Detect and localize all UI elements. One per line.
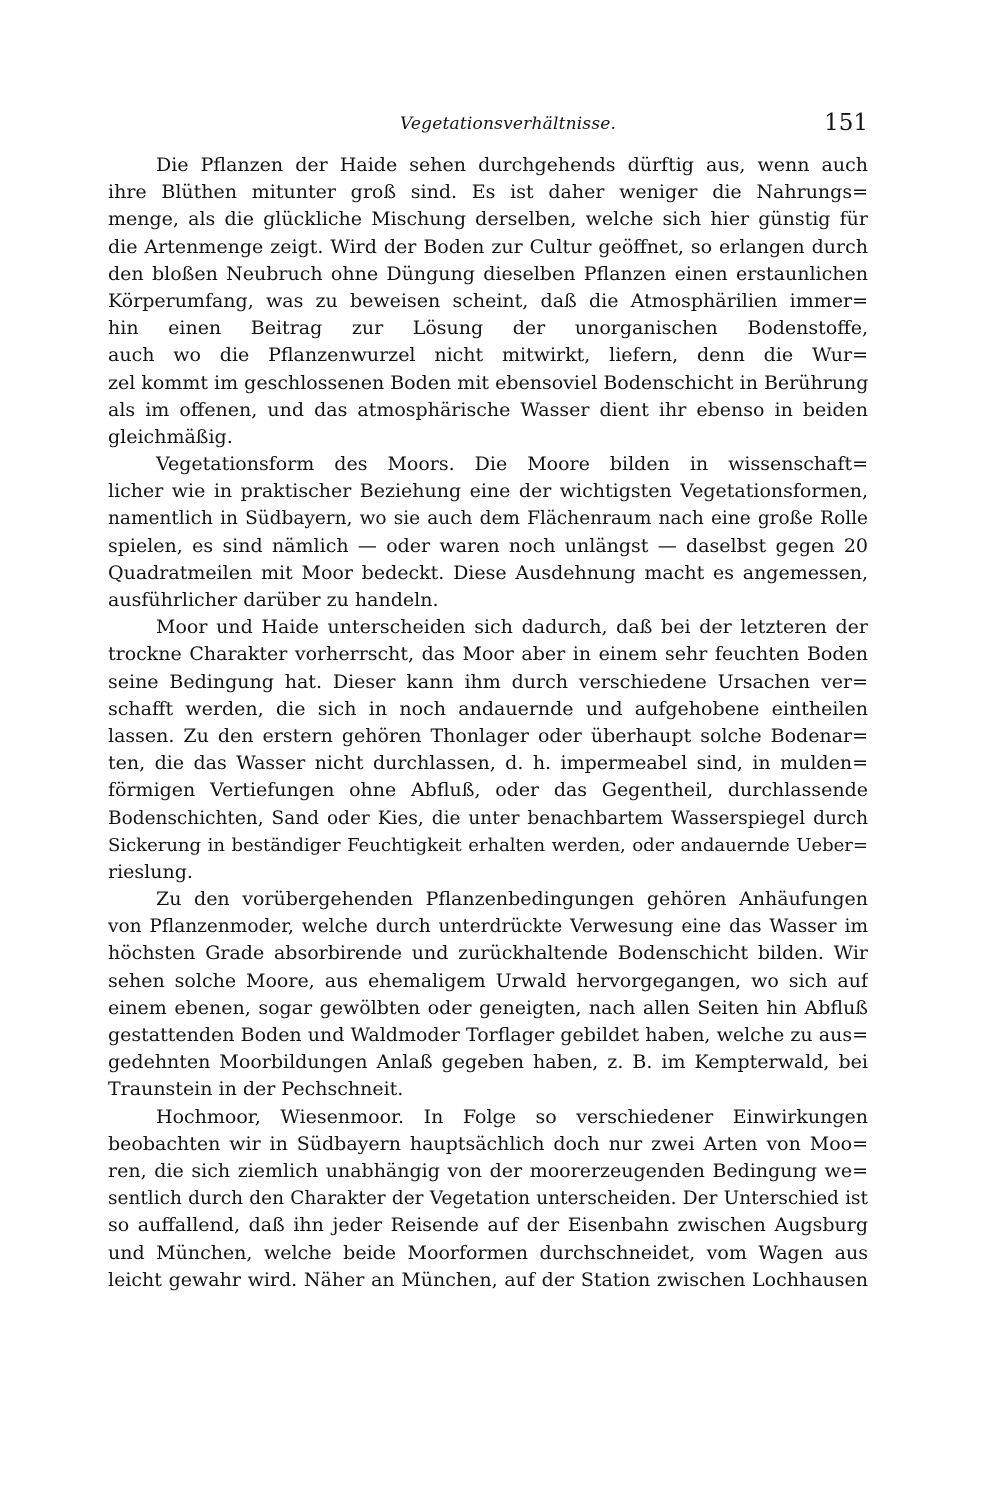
text-line: Hochmoor, Wiesenmoor. In Folge so verschiedener Einwirkungen <box>156 1105 868 1128</box>
text-line: sehen solche Moore, aus ehemaligem Urwald hervorgegangen, wo sich auf <box>108 969 868 992</box>
text-line: Sickerung in beständiger Feuchtigkeit erhalten werden, oder andauernde Ueber= <box>108 834 868 856</box>
text-line: schafft werden, die sich in noch andauernde und aufgehobene eintheilen <box>108 697 868 720</box>
text-line: die Artenmenge zeigt. Wird der Boden zur Cultur geöffnet, so erlangen durch <box>108 235 868 258</box>
text-line: gleichmäßig. <box>108 425 233 448</box>
text-line: als im offenen, und das atmosphärische Wasser dient ihr ebenso in beiden <box>108 398 868 421</box>
text-line: auch wo die Pflanzenwurzel nicht mitwirkt, liefern, denn die Wur= <box>108 344 868 367</box>
text-line: Körperumfang, was zu beweisen scheint, daß die Atmosphärilien immer= <box>108 289 868 312</box>
text-line: einem ebenen, sogar gewölbten oder geneigten, nach allen Seiten hin Abfluß <box>108 996 868 1019</box>
text-line: Die Pflanzen der Haide sehen durchgehends dürftig aus, wenn auch <box>156 154 868 176</box>
text-line: Traunstein in der Pechschneit. <box>108 1078 404 1101</box>
text-line: namentlich in Südbayern, wo sie auch dem Flächenraum nach eine große Rolle <box>108 508 868 530</box>
text-line: von Pflanzenmoder, welche durch unterdrückte Verwesung eine das Wasser im <box>108 916 868 938</box>
text-line: und München, welche beide Moorformen durchschneidet, vom Wagen aus <box>108 1241 868 1264</box>
text-line: rieslung. <box>108 860 193 883</box>
text-line: spielen, es sind nämlich — oder waren noch unlängst — daselbst gegen 20 <box>108 534 868 557</box>
text-line: hin einen Beitrag zur Lösung der unorganischen Bodenstoffe, <box>108 317 868 340</box>
text-line: Bodenschichten, Sand oder Kies, die unter benachbartem Wasserspiegel durch <box>108 807 868 829</box>
text-line: so auffallend, daß ihn jeder Reisende auf der Eisenbahn zwischen Augsburg <box>108 1214 868 1237</box>
text-line: Zu den vorübergehenden Pflanzenbedingungen gehören Anhäufungen <box>156 888 868 911</box>
text-line: menge, als die glückliche Mischung derselben, welche sich hier günstig für <box>108 208 868 231</box>
text-line: licher wie in praktischer Beziehung eine der wichtigsten Vegetationsformen, <box>108 480 868 503</box>
text-line: beobachten wir in Südbayern hauptsächlich doch nur zwei Arten von Moo= <box>108 1132 868 1155</box>
body-text <box>108 152 868 1294</box>
text-line: sentlich durch den Charakter der Vegetation unterscheiden. Der Unterschied ist <box>108 1188 868 1210</box>
text-line: ren, die sich ziemlich unabhängig von der moorerzeugenden Bedingung we= <box>108 1159 868 1182</box>
running-title: Vegetationsverhältnisse. <box>400 114 617 134</box>
text-line: den bloßen Neubruch ohne Düngung dieselben Pflanzen einen erstaunlichen <box>108 262 868 285</box>
text-line: seine Bedingung hat. Dieser kann ihm durch verschiedene Ursachen ver= <box>108 670 868 693</box>
text-line: leicht gewahr wird. Näher an München, auf der Station zwischen Lochhausen <box>108 1268 868 1291</box>
text-line: gestattenden Boden und Waldmoder Torflager gebildet haben, welche zu aus= <box>108 1024 868 1046</box>
text-line: lassen. Zu den erstern gehören Thonlager oder überhaupt solche Bodenar= <box>108 724 868 747</box>
text-line: gedehnten Moorbildungen Anlaß gegeben haben, z. B. im Kempterwald, bei <box>108 1051 868 1074</box>
text-line: ausführlicher darüber zu handeln. <box>108 589 439 611</box>
text-line: förmigen Vertiefungen ohne Abfluß, oder das Gegentheil, durchlassende <box>108 779 868 802</box>
page-header <box>108 112 868 142</box>
text-line: ten, die das Wasser nicht durchlassen, d. h. impermeabel sind, in mulden= <box>108 752 868 775</box>
text-line: höchsten Grade absorbirende und zurückhaltende Bodenschicht bilden. Wir <box>108 942 868 965</box>
text-line: zel kommt im geschlossenen Boden mit ebensoviel Bodenschicht in Berührung <box>108 371 868 394</box>
text-line: Vegetationsform des Moors. Die Moore bilden in wissenschaft= <box>156 453 868 476</box>
text-line: Moor und Haide unterscheiden sich dadurch, daß bei der letzteren der <box>156 616 868 639</box>
text-line: Quadratmeilen mit Moor bedeckt. Diese Ausdehnung macht es angemessen, <box>108 561 868 584</box>
page-number: 151 <box>824 110 868 136</box>
text-line: trockne Charakter vorherrscht, das Moor aber in einem sehr feuchten Boden <box>108 643 868 666</box>
text-line: ihre Blüthen mitunter groß sind. Es ist daher weniger die Nahrungs= <box>108 181 868 204</box>
